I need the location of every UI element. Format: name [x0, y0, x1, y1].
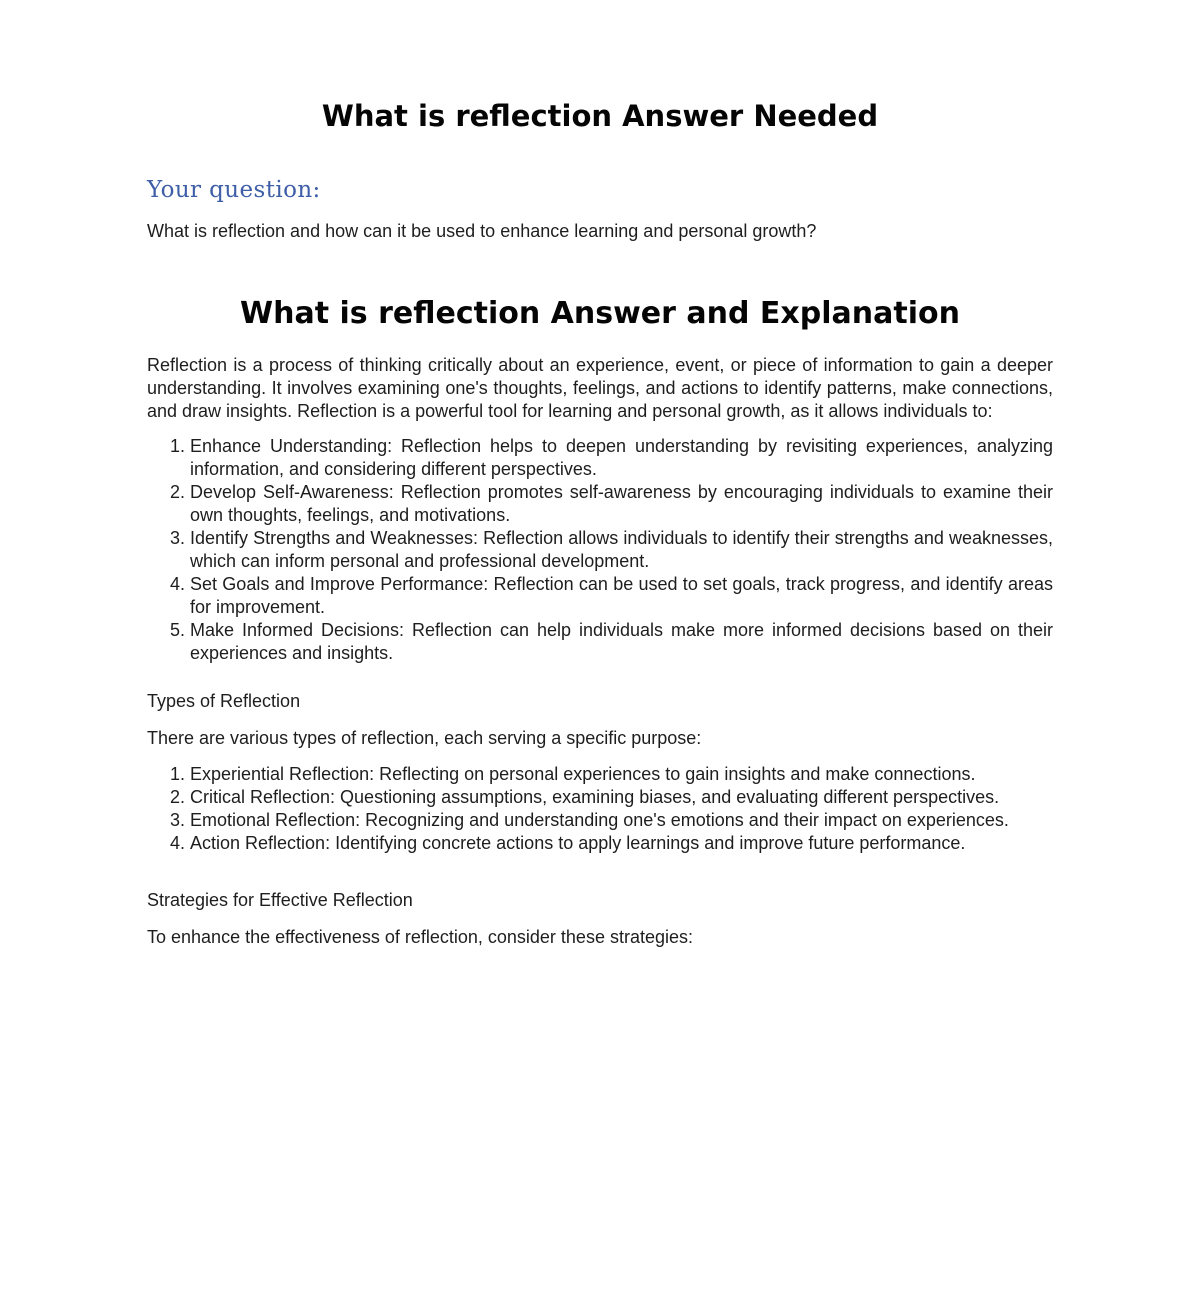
document-page [0, 99, 1200, 1299]
answer-section-title: What is reflection Answer and Explanation [240, 296, 960, 331]
list-item: 2. Develop Self-Awareness: Reflection promotes self-awareness by encouraging individuals to examine their own thoughts, feelings, and motivations. [190, 481, 1053, 527]
answer-intro-paragraph: Reflection is a process of thinking critically about an experience, event, or piece of information to gain a deeper understanding. It involves examining one's thoughts, feelings, and actions to identify patterns, make connections, and draw insights. Reflection is a powerful tool for learning and personal growth, as it allows individuals to: [147, 355, 1053, 421]
list-item: 3. Emotional Reflection: Recognizing and understanding one's emotions and their impact on experiences. [190, 809, 1053, 832]
list-item: 5. Make Informed Decisions: Reflection can help individuals make more informed decisions based on their experiences and insights. [190, 619, 1053, 665]
question-text: What is reflection and how can it be used to enhance learning and personal growth? [147, 221, 817, 241]
main-title: What is reflection Answer Needed [321, 99, 879, 133]
benefits-list [147, 435, 1053, 665]
strategies-intro: To enhance the effectiveness of reflection, consider these strategies: [147, 927, 693, 947]
strategies-heading: Strategies for Effective Reflection [147, 890, 413, 910]
list-item: 4. Action Reflection: Identifying concrete actions to apply learnings and improve future performance. [190, 832, 1053, 855]
list-item: 1. Enhance Understanding: Reflection helps to deepen understanding by revisiting experiences, analyzing information, and considering different perspectives. [190, 435, 1053, 481]
list-item: 1. Experiential Reflection: Reflecting on personal experiences to gain insights and make connections. [190, 763, 1053, 786]
list-item: 3. Identify Strengths and Weaknesses: Reflection allows individuals to identify their strengths and weaknesses, which can inform personal and professional development. [190, 527, 1053, 573]
types-heading: Types of Reflection [147, 691, 301, 711]
list-item: 4. Set Goals and Improve Performance: Reflection can be used to set goals, track progress, and identify areas for improvement. [190, 573, 1053, 619]
types-list [147, 763, 1053, 855]
question-section-heading: Your question: [147, 177, 321, 203]
types-intro: There are various types of reflection, each serving a specific purpose: [147, 728, 702, 748]
list-item: 2. Critical Reflection: Questioning assumptions, examining biases, and evaluating different perspectives. [190, 786, 1053, 809]
